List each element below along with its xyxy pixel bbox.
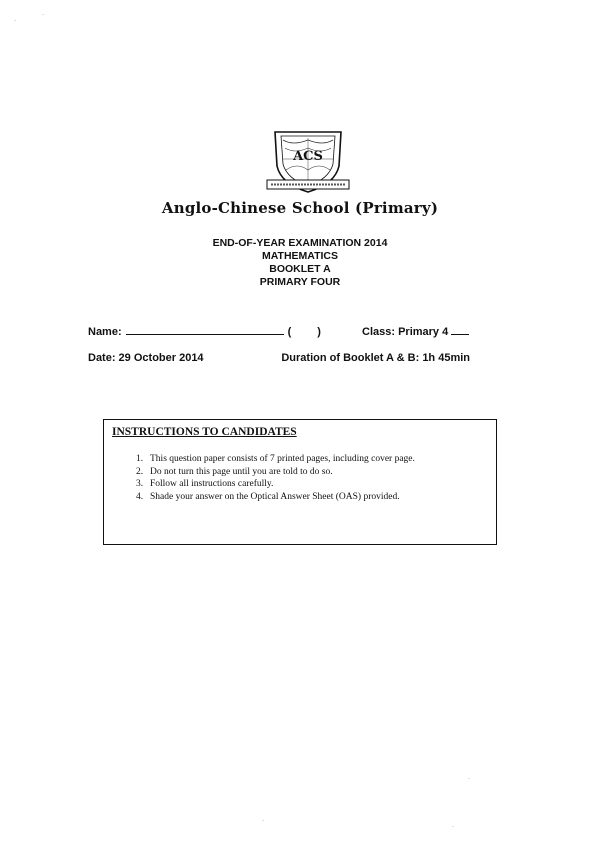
scan-speck: · — [14, 18, 16, 24]
name-blank-line[interactable] — [126, 325, 284, 335]
date-label: Date: 29 October 2014 — [88, 352, 204, 364]
school-name: Anglo-Chinese School (Primary) — [161, 199, 439, 217]
scan-speck: · — [468, 776, 470, 782]
instruction-item: 4. Shade your answer on the Optical Answer Sheet (OAS) provided. — [136, 491, 400, 502]
class-blank-line[interactable] — [451, 325, 469, 335]
scan-speck: · — [452, 824, 454, 830]
crest-initials: ACS — [293, 149, 323, 164]
class-field-row — [362, 325, 469, 338]
instruction-item: 3. Follow all instructions carefully. — [136, 479, 274, 489]
exam-title-block — [0, 237, 600, 289]
name-field-row — [88, 325, 321, 338]
exam-subject: MATHEMATICS — [261, 250, 339, 262]
scan-speck: · — [42, 12, 44, 18]
register-open-paren: ( — [287, 326, 292, 338]
class-label: Class: Primary 4 — [362, 326, 449, 338]
name-label: Name: — [88, 326, 122, 338]
duration-label: Duration of Booklet A & B: 1h 45min — [281, 352, 470, 364]
exam-level: PRIMARY FOUR — [259, 276, 341, 288]
exam-title: END-OF-YEAR EXAMINATION 2014 — [212, 237, 388, 249]
instruction-item: 1. This question paper consists of 7 printed pages, including cover page. — [136, 454, 415, 464]
register-close-paren: ) — [317, 326, 321, 338]
scan-speck: · — [262, 818, 264, 824]
exam-booklet: BOOKLET A — [269, 263, 331, 275]
instructions-title: INSTRUCTIONS TO CANDIDATES — [112, 426, 297, 438]
instructions-box — [103, 419, 497, 545]
instruction-item: 2. Do not turn this page until you are told to do so. — [136, 466, 333, 477]
instructions-list — [136, 453, 415, 503]
